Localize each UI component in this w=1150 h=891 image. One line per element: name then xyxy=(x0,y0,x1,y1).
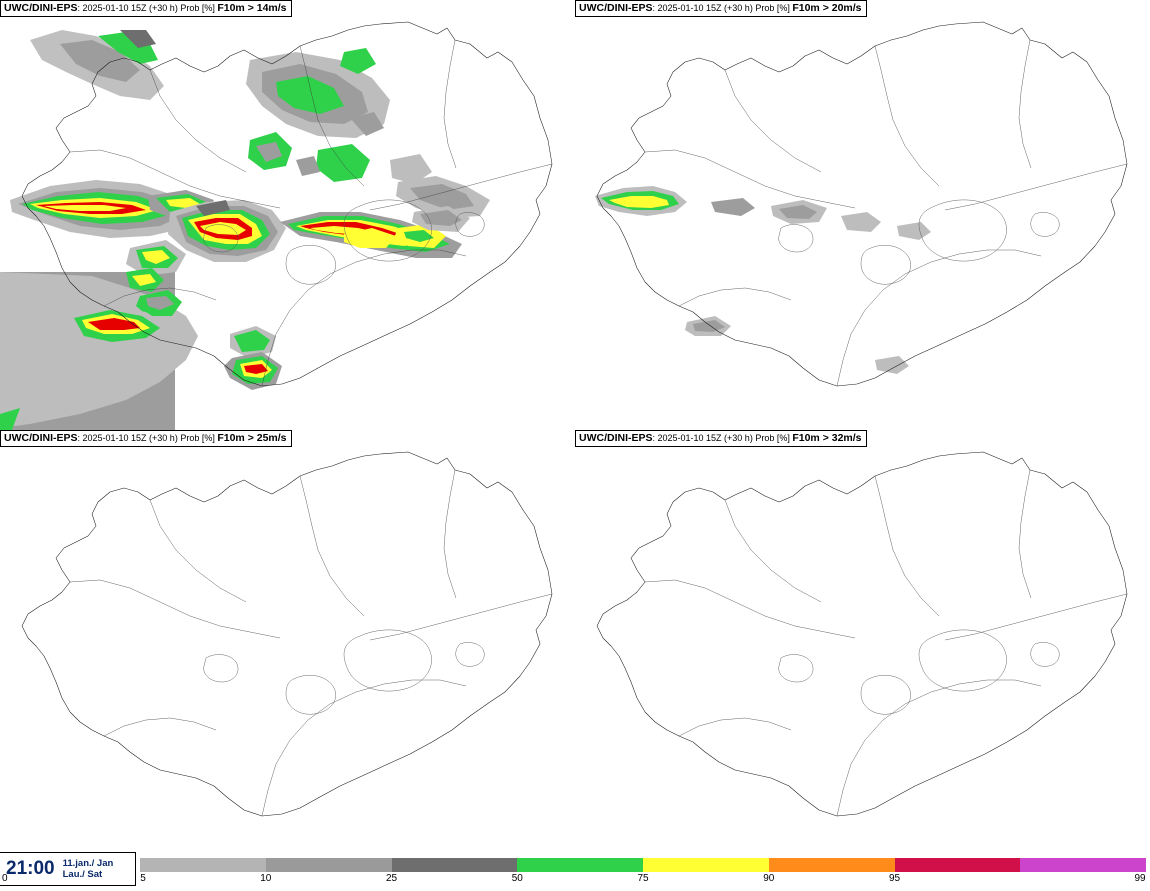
colorbar-segment xyxy=(392,858,518,872)
panel-title-32ms xyxy=(575,430,867,447)
colorbar-tick-label: 75 xyxy=(637,873,649,884)
map-graphic-25ms xyxy=(0,430,575,860)
panel-run-label: : 2025-01-10 15Z (+30 h) Prob [%] xyxy=(77,433,218,443)
colorbar-segment xyxy=(266,858,392,872)
colorbar-tick-label: 5 xyxy=(140,873,146,884)
colorbar-segment xyxy=(769,858,895,872)
panel-param-label: F10m > 25m/s xyxy=(217,432,287,444)
map-graphic-14ms xyxy=(0,0,575,430)
colorbar-tick-label: 99 xyxy=(1134,873,1146,884)
probability-shading-14ms xyxy=(0,30,490,430)
valid-date-line1: 11.jan./ Jan xyxy=(62,858,114,869)
colorbar-segment xyxy=(1020,858,1146,872)
panel-title-14ms xyxy=(0,0,292,17)
colorbar-segment xyxy=(140,858,266,872)
valid-date-line2: Lau./ Sat xyxy=(62,869,103,880)
panel-run-label: : 2025-01-10 15Z (+30 h) Prob [%] xyxy=(652,3,793,13)
panel-model-label: UWC/DINI-EPS xyxy=(579,2,653,14)
panel-model-label: UWC/DINI-EPS xyxy=(579,432,653,444)
panel-param-label: F10m > 20m/s xyxy=(792,2,862,14)
panel-model-label: UWC/DINI-EPS xyxy=(4,2,78,14)
map-panel-32ms[interactable] xyxy=(575,430,1150,860)
coastline-overlay-25ms xyxy=(22,452,552,816)
colorbar xyxy=(140,858,1146,891)
panel-run-label: : 2025-01-10 15Z (+30 h) Prob [%] xyxy=(652,433,793,443)
probability-shading-20ms xyxy=(595,186,931,374)
panel-title-25ms xyxy=(0,430,292,447)
colorbar-tick-label: 25 xyxy=(385,873,398,884)
colorbar-tick-label: 10 xyxy=(260,873,272,884)
colorbar-tick-label: 95 xyxy=(888,873,901,884)
colorbar-zero-label: 0 xyxy=(2,873,8,884)
map-graphic-20ms xyxy=(575,0,1150,430)
coastline-overlay-32ms xyxy=(597,452,1127,816)
colorbar-tick-label: 90 xyxy=(763,873,775,884)
panel-model-label: UWC/DINI-EPS xyxy=(4,432,78,444)
panel-run-label: : 2025-01-10 15Z (+30 h) Prob [%] xyxy=(77,3,218,13)
colorbar-segment xyxy=(643,858,769,872)
colorbar-segment xyxy=(517,858,643,872)
valid-time: 21:00 xyxy=(6,858,55,879)
colorbar-ticks xyxy=(140,873,1146,887)
map-graphic-32ms xyxy=(575,430,1150,860)
panel-title-20ms xyxy=(575,0,867,17)
colorbar-gradient xyxy=(140,858,1146,872)
valid-date xyxy=(55,858,114,880)
colorbar-segment xyxy=(895,858,1021,872)
map-panel-20ms[interactable] xyxy=(575,0,1150,430)
colorbar-tick-label: 50 xyxy=(511,873,523,884)
timestamp-box xyxy=(0,852,136,886)
map-panel-25ms[interactable] xyxy=(0,430,575,860)
panel-param-label: F10m > 32m/s xyxy=(792,432,862,444)
map-panel-14ms[interactable] xyxy=(0,0,575,430)
panel-param-label: F10m > 14m/s xyxy=(217,2,287,14)
